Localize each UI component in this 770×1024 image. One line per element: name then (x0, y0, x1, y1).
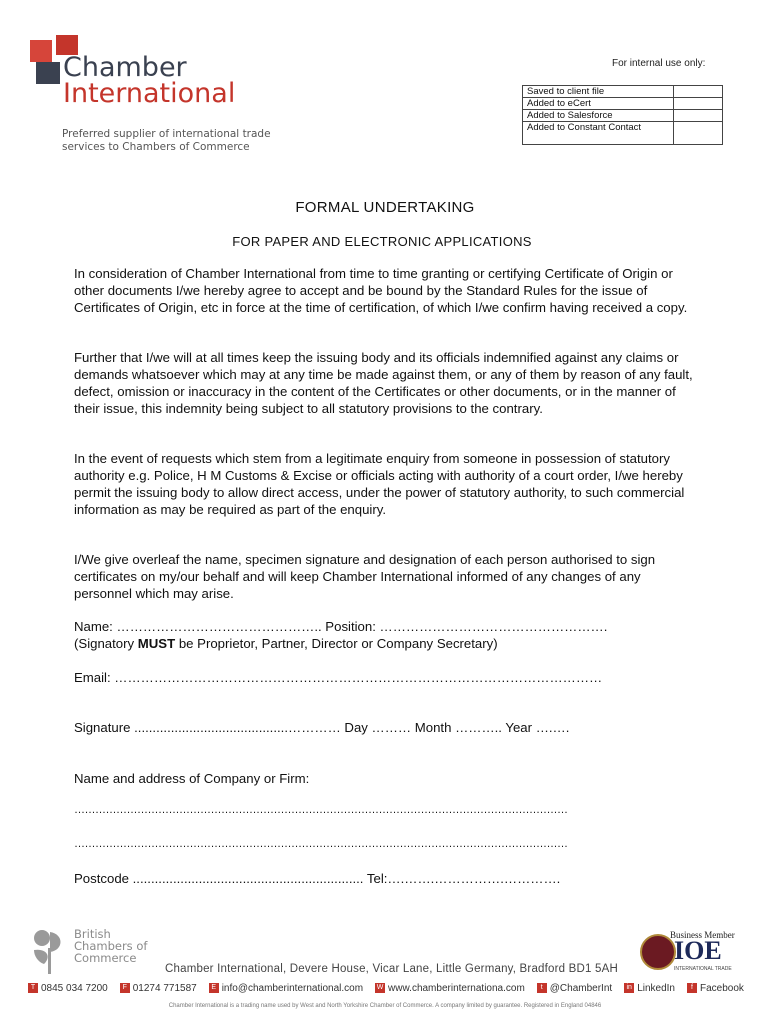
email-field[interactable]: Email: ………………………………………………………………………………………………… (74, 670, 603, 685)
document-title: FORMAL UNDERTAKING (295, 199, 475, 216)
footer-address: Chamber International, Devere House, Vicar Lane, Little Germany, Bradford BD1 5AH (165, 963, 618, 975)
twitter-icon: t (537, 983, 547, 993)
phone-icon: T (28, 983, 38, 993)
footer-legal-text: Chamber International is a trading name used by West and North Yorkshire Chamber of Commerce. A company limited by guarantee. Registered in England 04846 (168, 1003, 602, 1009)
logo-square-red-1 (30, 40, 52, 62)
web-icon: W (376, 984, 384, 992)
contact-website-link[interactable]: W www.chamberinternationa.com (376, 983, 525, 994)
company-name-label: Name and address of Company or Firm: (74, 771, 310, 786)
contact-email-link[interactable]: E info@chamberinternational.com (209, 983, 363, 994)
internal-row-label: Added to eCert (523, 98, 674, 110)
paragraph-signatories: I/We give overleaf the name, specimen signature and designation of each person authorised to sign certificates on my/our behalf and will keep Chamber International informed of any changes of any personnel which may arise. (74, 552, 656, 601)
ioe-seal-icon (640, 934, 676, 970)
internal-use-table (522, 85, 723, 145)
internal-row-check[interactable] (674, 122, 723, 145)
bcc-logo (30, 928, 150, 978)
internal-row-label: Added to Salesforce (523, 110, 674, 122)
bcc-leaf-icon (30, 928, 70, 976)
bcc-text: British Chambers of Commerce (74, 927, 148, 965)
logo-tagline: Preferred supplier of international trade services to Chambers of Commerce (62, 128, 271, 153)
paragraph-consideration: In consideration of Chamber International from time to time granting or certifying Certificate of Origin or other documents I/we hereby agree to accept and be bound by the Standard Rules for the issue of Certificates of Origin, etc in force at the time of certification, of which I/we confirm having received a copy. (74, 266, 688, 315)
signatory-must: MUST (137, 636, 176, 651)
internal-row-check[interactable] (674, 86, 723, 98)
paragraph-indemnity: Further that I/we will at all times keep the issuing body and its officials indemnified against any claims or demands whatsoever which may at any time be made against them, or any of them by reason of any fault, defect, omission or inaccuracy in the content of the Certificates or other documents, or in the manner of their issue, this indemnity being subject to all statutory provisions to the contrary. (74, 350, 693, 416)
contact-phone[interactable]: T 0845 034 7200 (28, 983, 108, 994)
document-subtitle: FOR PAPER AND ELECTRONIC APPLICATIONS (232, 234, 532, 249)
contact-twitter-link[interactable]: t @ChamberInt (537, 983, 612, 994)
facebook-icon: f (687, 983, 697, 993)
name-position-field[interactable]: Name: ……………………………………….. Position: ……………………………………………. (74, 619, 608, 634)
logo-text-international: International (63, 78, 236, 109)
internal-use-label: For internal use only: (612, 58, 706, 69)
postcode-tel-field[interactable]: Postcode ............................................................... Tel:….…….…………….…………. (74, 871, 561, 886)
contact-facebook-link[interactable]: f Facebook (687, 983, 744, 994)
company-logo (30, 32, 260, 112)
company-address-line-1[interactable]: …………………………………………………………………………………………………………………………… (74, 804, 568, 816)
logo-text-chamber: Chamber (63, 52, 187, 83)
internal-row-check[interactable] (674, 110, 723, 122)
contact-fax[interactable]: F 01274 771587 (120, 983, 197, 994)
signatory-note: (Signatory MUST be Proprietor, Partner, Director or Company Secretary) (74, 636, 498, 651)
company-address-line-2[interactable]: …………………………………………………………………………………………………………………………… (74, 838, 568, 850)
ioe-label: Business Member (670, 930, 735, 940)
email-icon: E (209, 983, 219, 993)
signature-date-field[interactable]: Signature ..........................................………… Day ……… Month ……….. Year ….…. (74, 720, 570, 735)
logo-square-dark (36, 62, 60, 84)
internal-row-label: Added to Constant Contact (523, 122, 674, 145)
internal-row-label: Saved to client file (523, 86, 674, 98)
footer-contacts (28, 983, 744, 994)
ioe-sub: INTERNATIONAL TRADE (674, 966, 732, 972)
linkedin-icon: in (624, 983, 634, 993)
fax-icon: F (120, 983, 130, 993)
ioe-name: IOE (674, 936, 722, 965)
internal-row-check[interactable] (674, 98, 723, 110)
contact-linkedin-link[interactable]: in LinkedIn (624, 983, 675, 994)
ioe-member-badge (640, 930, 746, 976)
paragraph-statutory-access: In the event of requests which stem from a legitimate enquiry from someone in possession of statutory authority e.g. Police, H M Customs & Excise or officials acting with authority of a court order, I/we hereby permit the issuing body to allow direct access, under the power of statutory authority, to such commercial information as may be required as part of the enquiry. (74, 451, 685, 517)
